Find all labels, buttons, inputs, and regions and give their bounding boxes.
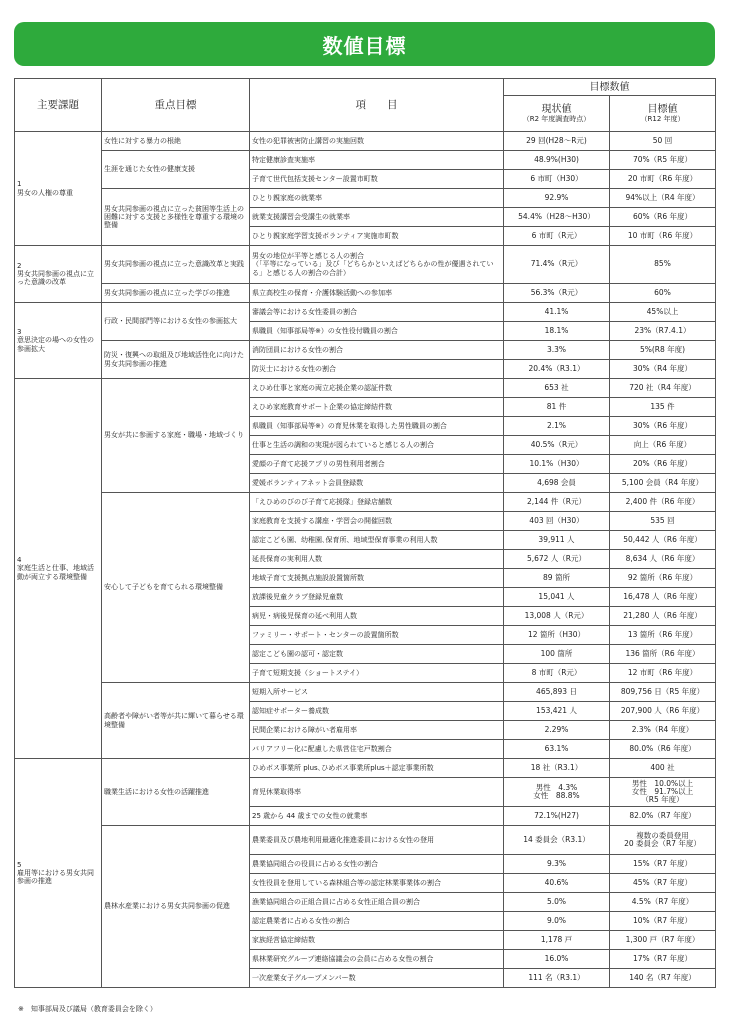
header-target-group: 目標数値 [504,79,716,96]
current-value-cell: 48.9%(H30) [504,151,610,170]
current-value-cell: 39,911 人 [504,531,610,550]
target-value-cell: 60%（R6 年度） [610,208,716,227]
header-item: 項 目 [250,79,504,132]
target-value-cell: 60% [610,284,716,303]
current-value-cell: 2,144 件（R元） [504,493,610,512]
target-value-cell: 13 箇所（R6 年度） [610,626,716,645]
current-value-cell: 4,698 会員 [504,474,610,493]
item-cell: えひめ仕事と家庭の両立応援企業の認証件数 [250,379,504,398]
item-cell: 子育て世代包括支援センター設置市町数 [250,170,504,189]
item-cell: 認定農業者に占める女性の割合 [250,912,504,931]
item-cell: 女性役員を登用している森林組合等の認定林業事業体の割合 [250,874,504,893]
table-row [15,303,716,322]
target-value-cell: 5%(R8 年度) [610,341,716,360]
target-value-cell: 10 市町（R6 年度） [610,227,716,246]
current-value-cell: 100 箇所 [504,645,610,664]
current-value-cell: 54.4%（H28〜H30） [504,208,610,227]
focus-cell: 女性に対する暴力の根絶 [102,132,250,151]
target-value-cell: 12 市町（R6 年度） [610,664,716,683]
target-value-cell: 10%（R7 年度） [610,912,716,931]
item-cell: 認知症サポーター養成数 [250,702,504,721]
current-value-cell: 1,178 戸 [504,931,610,950]
target-value-cell: 4.5%（R7 年度） [610,893,716,912]
current-value-cell: 153,421 人 [504,702,610,721]
current-value-cell: 3.3% [504,341,610,360]
focus-cell: 行政・民間部門等における女性の参画拡大 [102,303,250,341]
target-value-cell: 30%（R4 年度） [610,360,716,379]
current-value-cell: 10.1%（H30） [504,455,610,474]
item-cell: 農業委員及び農地利用最適化推進委員における女性の登用 [250,826,504,855]
item-cell: 就業支援講習会受講生の就業率 [250,208,504,227]
item-cell: 民間企業における障がい者雇用率 [250,721,504,740]
numeric-targets-table [14,78,716,988]
focus-cell: 男女共同参画の視点に立った学びの推進 [102,284,250,303]
item-cell: 家族経営協定締結数 [250,931,504,950]
focus-cell: 男女共同参画の視点に立った貧困等生活上の困難に対する支援と多様性を尊重する環境の整備 [102,189,250,246]
target-value-cell: 45%（R7 年度） [610,874,716,893]
current-value-cell: 41.1% [504,303,610,322]
current-value-cell: 40.5%（R元） [504,436,610,455]
table-body [15,132,716,988]
current-value-cell: 14 委員会（R3.1） [504,826,610,855]
item-cell: 県立高校生の保育・介護体験活動への参加率 [250,284,504,303]
item-cell: 県職員（知事部局等※）の女性役付職員の割合 [250,322,504,341]
item-cell: えひめ家庭教育サポート企業の協定締結件数 [250,398,504,417]
target-value-cell: 17%（R7 年度） [610,950,716,969]
header-focus: 重点目標 [102,79,250,132]
item-cell: 認定こども園、幼稚園､保育所、地域型保育事業の利用人数 [250,531,504,550]
item-cell: 愛顔の子育て応援アプリの男性利用者割合 [250,455,504,474]
target-value-cell: 45%以上 [610,303,716,322]
item-cell: 県職員（知事部局等※）の育児休業を取得した男性職員の割合 [250,417,504,436]
focus-cell: 男女共同参画の視点に立った意識改革と実践 [102,246,250,284]
target-value-cell: 20 市町（R6 年度） [610,170,716,189]
table-row [15,284,716,303]
issue-cell: 5 雇用等における男女共同参画の推進 [15,759,102,988]
current-value-cell: 16.0% [504,950,610,969]
item-cell: 一次産業女子グループメンバー数 [250,969,504,988]
current-value-cell: 111 名（R3.1） [504,969,610,988]
focus-cell: 高齢者や障がい者等が共に輝いて暮らせる環境整備 [102,683,250,759]
target-value-cell: 400 社 [610,759,716,778]
item-cell: 農業協同組合の役員に占める女性の割合 [250,855,504,874]
focus-cell: 男女が共に参画する家庭・職場・地域づくり [102,379,250,493]
item-cell: 放課後児童クラブ登録児童数 [250,588,504,607]
target-value-cell: 720 社（R4 年度） [610,379,716,398]
table-row [15,151,716,170]
current-value-cell: 6 市町（R元） [504,227,610,246]
item-cell: ファミリー・サポート・センターの設置箇所数 [250,626,504,645]
target-value-cell: 男性 10.0%以上 女性 91.7%以上 （R5 年度） [610,778,716,807]
item-cell: 延長保育の実利用人数 [250,550,504,569]
footnote: ※ 知事部局及び議局（教育委員会を除く） [18,1005,157,1013]
current-value-cell: 403 回（H30） [504,512,610,531]
current-value-cell: 20.4%（R3.1） [504,360,610,379]
header-target: 目標値 （R12 年度） [610,96,716,132]
focus-cell: 安心して子どもを育てられる環境整備 [102,493,250,683]
item-cell: 「えひめのびのび子育て応援隊」登録店舗数 [250,493,504,512]
item-cell: 認定こども園の認可・認定数 [250,645,504,664]
current-value-cell: 12 箇所（H30） [504,626,610,645]
header-current: 現状値 （R2 年度調査時点） [504,96,610,132]
table-row [15,759,716,778]
page-title: 数値目標 [14,22,715,66]
target-value-cell: 70%（R5 年度） [610,151,716,170]
item-cell: 女性の犯罪被害防止講習の実施回数 [250,132,504,151]
current-value-cell: 81 件 [504,398,610,417]
target-value-cell: 85% [610,246,716,284]
item-cell: ひめボス事業所 plus､ひめボス事業所plus＋認定事業所数 [250,759,504,778]
target-value-cell: 15%（R7 年度） [610,855,716,874]
current-value-cell: 5.0% [504,893,610,912]
item-cell: 男女の地位が平等と感じる人の割合 （「平等になっている」及び「どちらかといえばどちらかの性が優遇されている」と感じる人の割合の合計） [250,246,504,284]
item-cell: 漁業協同組合の正組合員に占める女性正組合員の割合 [250,893,504,912]
target-value-cell: 535 回 [610,512,716,531]
header-issue: 主要課題 [15,79,102,132]
current-value-cell: 18 社（R3.1） [504,759,610,778]
item-cell: 育児休業取得率 [250,778,504,807]
current-value-cell: 6 市町（H30） [504,170,610,189]
issue-cell: 4 家庭生活と仕事、地域活動が両立する環境整備 [15,379,102,759]
current-value-cell: 465,893 日 [504,683,610,702]
current-value-cell: 男性 4.3% 女性 88.8% [504,778,610,807]
target-value-cell: 16,478 人（R6 年度） [610,588,716,607]
item-cell: 25 歳から 44 歳までの女性の就業率 [250,807,504,826]
target-value-cell: 21,280 人（R6 年度） [610,607,716,626]
item-cell: 愛媛ボランティアネット会員登録数 [250,474,504,493]
target-value-cell: 30%（R6 年度） [610,417,716,436]
focus-cell: 防災・復興への取組及び地域活性化に向けた男女共同参画の推進 [102,341,250,379]
current-value-cell: 18.1% [504,322,610,341]
current-value-cell: 653 社 [504,379,610,398]
current-value-cell: 29 回(H28〜R元) [504,132,610,151]
current-value-cell: 71.4%（R元） [504,246,610,284]
table-row [15,341,716,360]
table-row [15,379,716,398]
item-cell: 審議会等における女性委員の割合 [250,303,504,322]
table-row [15,826,716,855]
item-cell: 防災士における女性の割合 [250,360,504,379]
current-value-cell: 56.3%（R元） [504,284,610,303]
target-value-cell: 2.3%（R4 年度） [610,721,716,740]
target-value-cell: 809,756 日（R5 年度） [610,683,716,702]
item-cell: ひとり親家庭の就業率 [250,189,504,208]
item-cell: 地域子育て支援拠点施設設置箇所数 [250,569,504,588]
item-cell: 消防団員における女性の割合 [250,341,504,360]
item-cell: 県林業研究グループ連絡協議会の会員に占める女性の割合 [250,950,504,969]
item-cell: 病児・病後児保育の延べ利用人数 [250,607,504,626]
item-cell: 家庭教育を支援する講座・学習会の開催回数 [250,512,504,531]
current-value-cell: 5,672 人（R元） [504,550,610,569]
current-value-cell: 9.0% [504,912,610,931]
current-value-cell: 40.6% [504,874,610,893]
target-value-cell: 複数の委員登用 20 委員会（R7 年度） [610,826,716,855]
item-cell: 短期入所サービス [250,683,504,702]
target-value-cell: 5,100 会員（R4 年度） [610,474,716,493]
current-value-cell: 63.1% [504,740,610,759]
target-value-cell: 92 箇所（R6 年度） [610,569,716,588]
current-value-cell: 2.1% [504,417,610,436]
target-value-cell: 82.0%（R7 年度） [610,807,716,826]
target-value-cell: 2,400 件（R6 年度） [610,493,716,512]
focus-cell: 農林水産業における男女共同参画の促進 [102,826,250,988]
current-value-cell: 72.1%(H27) [504,807,610,826]
item-cell: 子育て短期支援（ショートステイ） [250,664,504,683]
target-value-cell: 50,442 人（R6 年度） [610,531,716,550]
issue-cell: 1 男女の人権の尊重 [15,132,102,246]
target-value-cell: 23%（R7.4.1） [610,322,716,341]
target-value-cell: 207,900 人（R6 年度） [610,702,716,721]
current-value-cell: 15,041 人 [504,588,610,607]
target-value-cell: 8,634 人（R6 年度） [610,550,716,569]
issue-cell: 3 意思決定の場への女性の参画拡大 [15,303,102,379]
target-value-cell: 向上（R6 年度） [610,436,716,455]
current-value-cell: 9.3% [504,855,610,874]
item-cell: バリアフリー化に配慮した県営住宅戸数割合 [250,740,504,759]
target-value-cell: 135 件 [610,398,716,417]
target-value-cell: 50 回 [610,132,716,151]
target-value-cell: 20%（R6 年度） [610,455,716,474]
table-row [15,246,716,284]
current-value-cell: 8 市町（R元） [504,664,610,683]
target-value-cell: 140 名（R7 年度） [610,969,716,988]
focus-cell: 職業生活における女性の活躍推進 [102,759,250,826]
target-value-cell: 94%以上（R4 年度） [610,189,716,208]
issue-cell: 2 男女共同参画の視点に立った意識の改革 [15,246,102,303]
table-row [15,493,716,512]
current-value-cell: 2.29% [504,721,610,740]
item-cell: 仕事と生活の調和の実現が図られていると感じる人の割合 [250,436,504,455]
current-value-cell: 13,008 人（R元） [504,607,610,626]
table-row [15,189,716,208]
focus-cell: 生涯を通じた女性の健康支援 [102,151,250,189]
current-value-cell: 89 箇所 [504,569,610,588]
item-cell: 特定健康診査実施率 [250,151,504,170]
target-value-cell: 1,300 戸（R7 年度） [610,931,716,950]
target-value-cell: 80.0%（R6 年度） [610,740,716,759]
item-cell: ひとり親家庭学習支援ボランティア実施市町数 [250,227,504,246]
table-row [15,132,716,151]
current-value-cell: 92.9% [504,189,610,208]
target-value-cell: 136 箇所（R6 年度） [610,645,716,664]
table-row [15,683,716,702]
